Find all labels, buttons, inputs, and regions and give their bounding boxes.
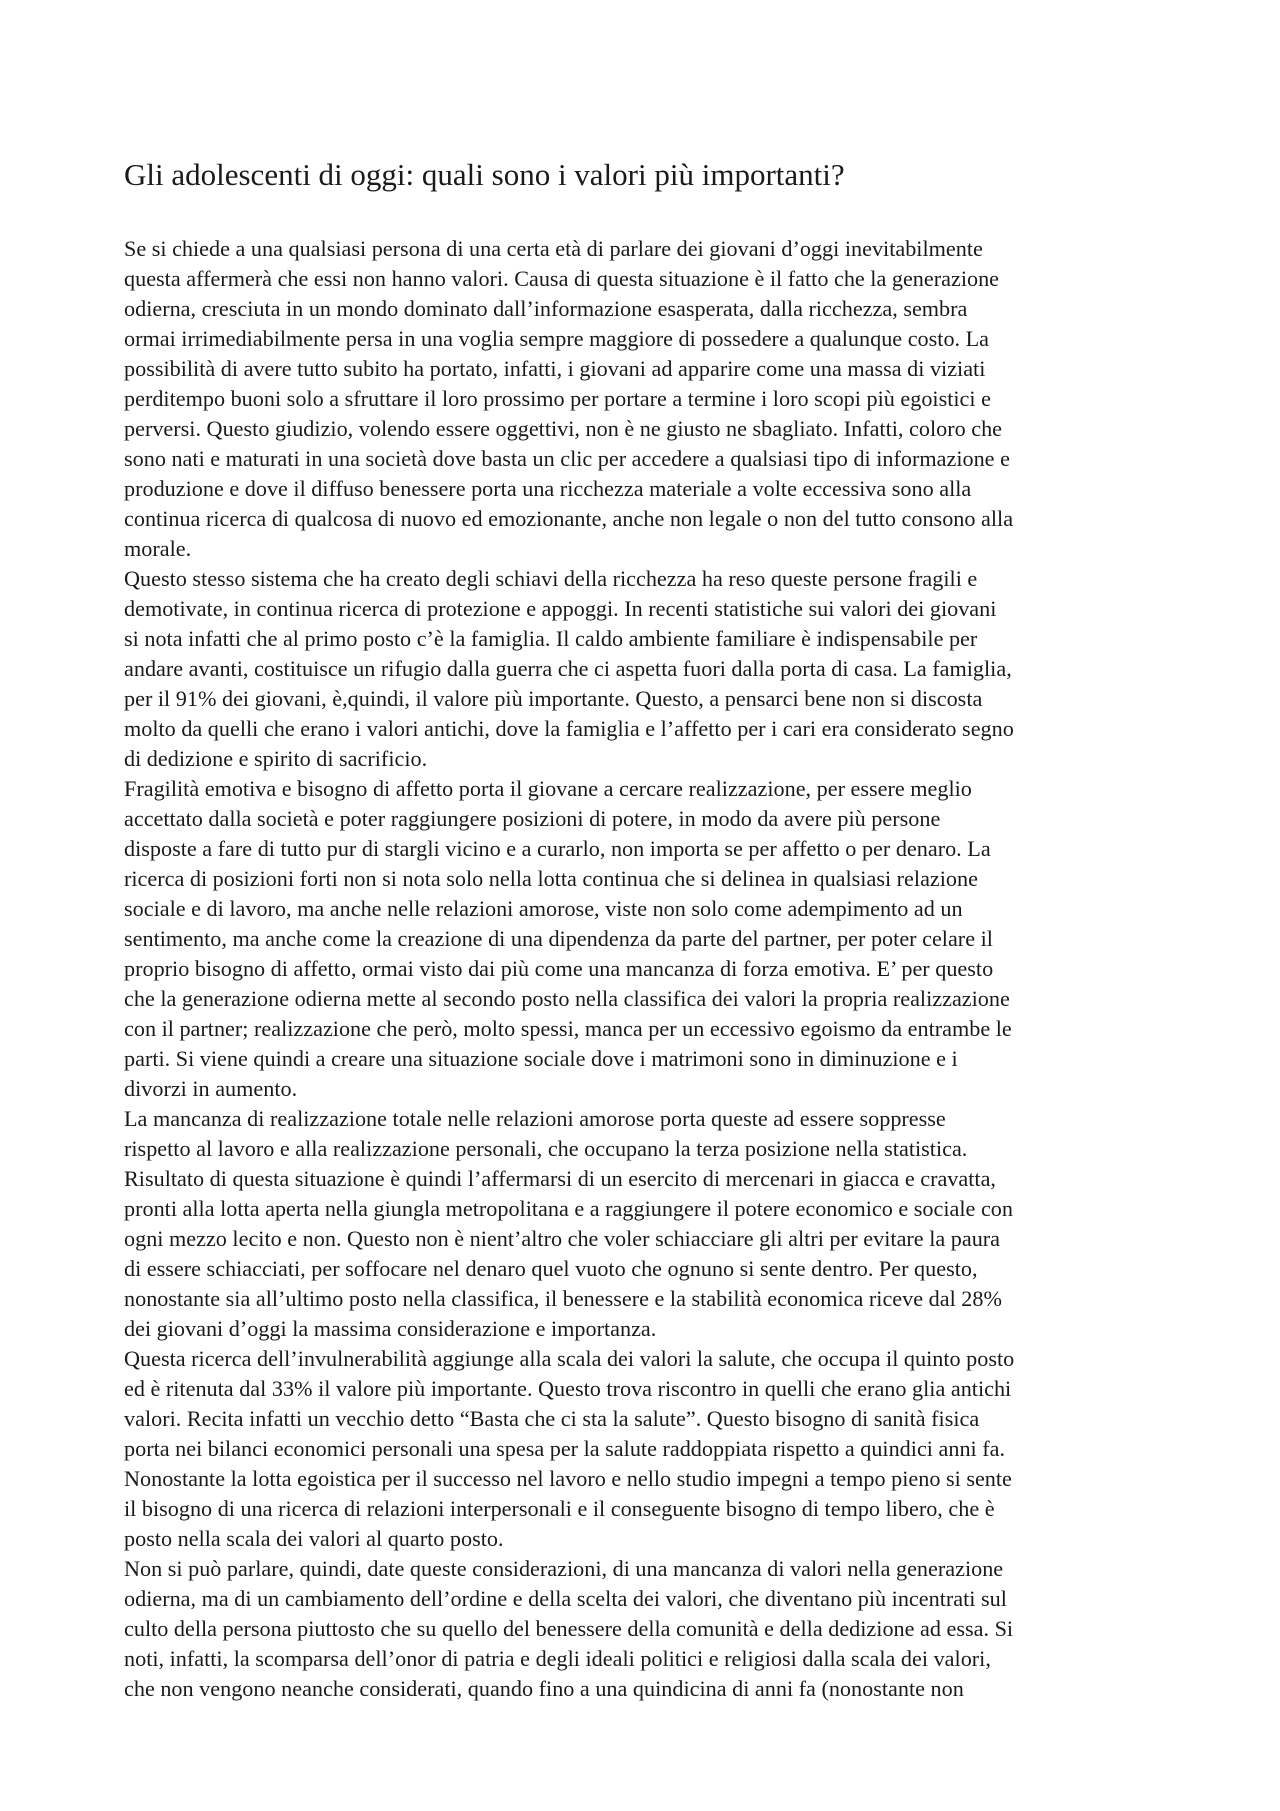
text-line: posto nella scala dei valori al quarto posto.	[124, 1526, 504, 1551]
text-line: odierna, ma di un cambiamento dell’ordine e della scelta dei valori, che diventano più incentrati sul	[124, 1586, 1007, 1611]
text-line: morale.	[124, 536, 192, 561]
text-line: andare avanti, costituisce un rifugio dalla guerra che ci aspetta fuori dalla porta di casa. La famiglia,	[124, 656, 1012, 681]
text-line: Risultato di questa situazione è quindi l’affermarsi di un esercito di mercenari in giacca e cravatta,	[124, 1166, 996, 1191]
text-line: ed è ritenuta dal 33% il valore più importante. Questo trova riscontro in quelli che erano glia antichi	[124, 1376, 1012, 1401]
text-line: continua ricerca di qualcosa di nuovo ed emozionante, anche non legale o non del tutto consono alla	[124, 506, 1014, 531]
document-title: Gli adolescenti di oggi: quali sono i valori più importanti?	[124, 157, 845, 192]
text-line: ormai irrimediabilmente persa in una voglia sempre maggiore di possedere a qualunque costo. La	[124, 326, 990, 351]
text-line: questa affermerà che essi non hanno valori. Causa di questa situazione è il fatto che la generazione	[124, 266, 1000, 291]
text-line: parti. Si viene quindi a creare una situazione sociale dove i matrimoni sono in diminuzione e i	[124, 1046, 958, 1071]
text-line: di dedizione e spirito di sacrificio.	[124, 746, 428, 771]
text-line: ricerca di posizioni forti non si nota solo nella lotta continua che si delinea in qualsiasi relazione	[124, 866, 978, 891]
text-line: proprio bisogno di affetto, ormai visto dai più come una mancanza di forza emotiva. E’ per questo	[124, 956, 994, 981]
text-line: Se si chiede a una qualsiasi persona di una certa età di parlare dei giovani d’oggi inevitabilmente	[124, 236, 983, 261]
text-line: sono nati e maturati in una società dove basta un clic per accedere a qualsiasi tipo di informazione e	[124, 446, 1010, 471]
text-line: La mancanza di realizzazione totale nelle relazioni amorose porta queste ad essere soppresse	[124, 1106, 946, 1131]
text-line: che la generazione odierna mette al secondo posto nella classifica dei valori la propria realizzazione	[124, 986, 1010, 1011]
text-line: di essere schiacciati, per soffocare nel denaro quel vuoto che ognuno si sente dentro. Per questo,	[124, 1256, 978, 1281]
text-line: si nota infatti che al primo posto c’è la famiglia. Il caldo ambiente familiare è indispensabile per	[124, 626, 978, 651]
text-line: che non vengono neanche considerati, quando fino a una quindicina di anni fa (nonostante non	[124, 1676, 964, 1701]
text-line: perversi. Questo giudizio, volendo essere oggettivi, non è ne giusto ne sbagliato. Infatti, coloro che	[124, 416, 1003, 441]
text-line: Questa ricerca dell’invulnerabilità aggiunge alla scala dei valori la salute, che occupa il quinto posto	[124, 1346, 1015, 1371]
text-line: dei giovani d’oggi la massima considerazione e importanza.	[124, 1316, 657, 1341]
text-line: noti, infatti, la scomparsa dell’onor di patria e degli ideali politici e religiosi dalla scala dei valori,	[124, 1646, 991, 1671]
text-line: divorzi in aumento.	[124, 1076, 298, 1101]
text-line: molto da quelli che erano i valori antichi, dove la famiglia e l’affetto per i cari era considerato segno	[124, 716, 1014, 741]
text-line: demotivate, in continua ricerca di protezione e appoggi. In recenti statistiche sui valori dei giovani	[124, 596, 997, 621]
text-line: per il 91% dei giovani, è,quindi, il valore più importante. Questo, a pensarci bene non si discosta	[124, 686, 983, 711]
text-line: sociale e di lavoro, ma anche nelle relazioni amorose, viste non solo come adempimento ad un	[124, 896, 963, 921]
text-line: porta nei bilanci economici personali una spesa per la salute raddoppiata rispetto a quindici anni fa.	[124, 1436, 1006, 1461]
text-line: disposte a fare di tutto pur di stargli vicino e a curarlo, non importa se per affetto o per denaro. La	[124, 836, 991, 861]
text-line: nonostante sia all’ultimo posto nella classifica, il benessere e la stabilità economica riceve dal 28%	[124, 1286, 1002, 1311]
text-line: Nonostante la lotta egoistica per il successo nel lavoro e nello studio impegni a tempo pieno si sente	[124, 1466, 1012, 1491]
text-line: odierna, cresciuta in un mondo dominato dall’informazione esasperata, dalla ricchezza, sembra	[124, 296, 968, 321]
text-line: con il partner; realizzazione che però, molto spessi, manca per un eccessivo egoismo da entrambe le	[124, 1016, 1012, 1041]
text-line: il bisogno di una ricerca di relazioni interpersonali e il conseguente bisogno di tempo libero, che è	[124, 1496, 995, 1521]
text-line: Non si può parlare, quindi, date queste considerazioni, di una mancanza di valori nella generazione	[124, 1556, 1004, 1581]
text-line: perditempo buoni solo a sfruttare il loro prossimo per portare a termine i loro scopi più egoistici e	[124, 386, 991, 411]
text-line: accettato dalla società e poter raggiungere posizioni di potere, in modo da avere più persone	[124, 806, 941, 831]
text-line: Fragilità emotiva e bisogno di affetto porta il giovane a cercare realizzazione, per essere meglio	[124, 776, 972, 801]
text-line: ogni mezzo lecito e non. Questo non è nient’altro che voler schiacciare gli altri per evitare la paura	[124, 1226, 1001, 1251]
document-body	[124, 234, 1186, 1704]
text-line: pronti alla lotta aperta nella giungla metropolitana e a raggiungere il potere economico e sociale con	[124, 1196, 1013, 1221]
text-line: culto della persona piuttosto che su quello del benessere della comunità e della dedizione ad essa. Si	[124, 1616, 1014, 1641]
text-line: Questo stesso sistema che ha creato degli schiavi della ricchezza ha reso queste persone fragili e	[124, 566, 978, 591]
text-line: produzione e dove il diffuso benessere porta una ricchezza materiale a volte eccessiva sono alla	[124, 476, 972, 501]
text-line: possibilità di avere tutto subito ha portato, infatti, i giovani ad apparire come una massa di viziati	[124, 356, 986, 381]
text-line: valori. Recita infatti un vecchio detto “Basta che ci sta la salute”. Questo bisogno di sanità fisica	[124, 1406, 980, 1431]
text-line: sentimento, ma anche come la creazione di una dipendenza da parte del partner, per poter celare il	[124, 926, 993, 951]
text-line: rispetto al lavoro e alla realizzazione personali, che occupano la terza posizione nella statistica.	[124, 1136, 968, 1161]
